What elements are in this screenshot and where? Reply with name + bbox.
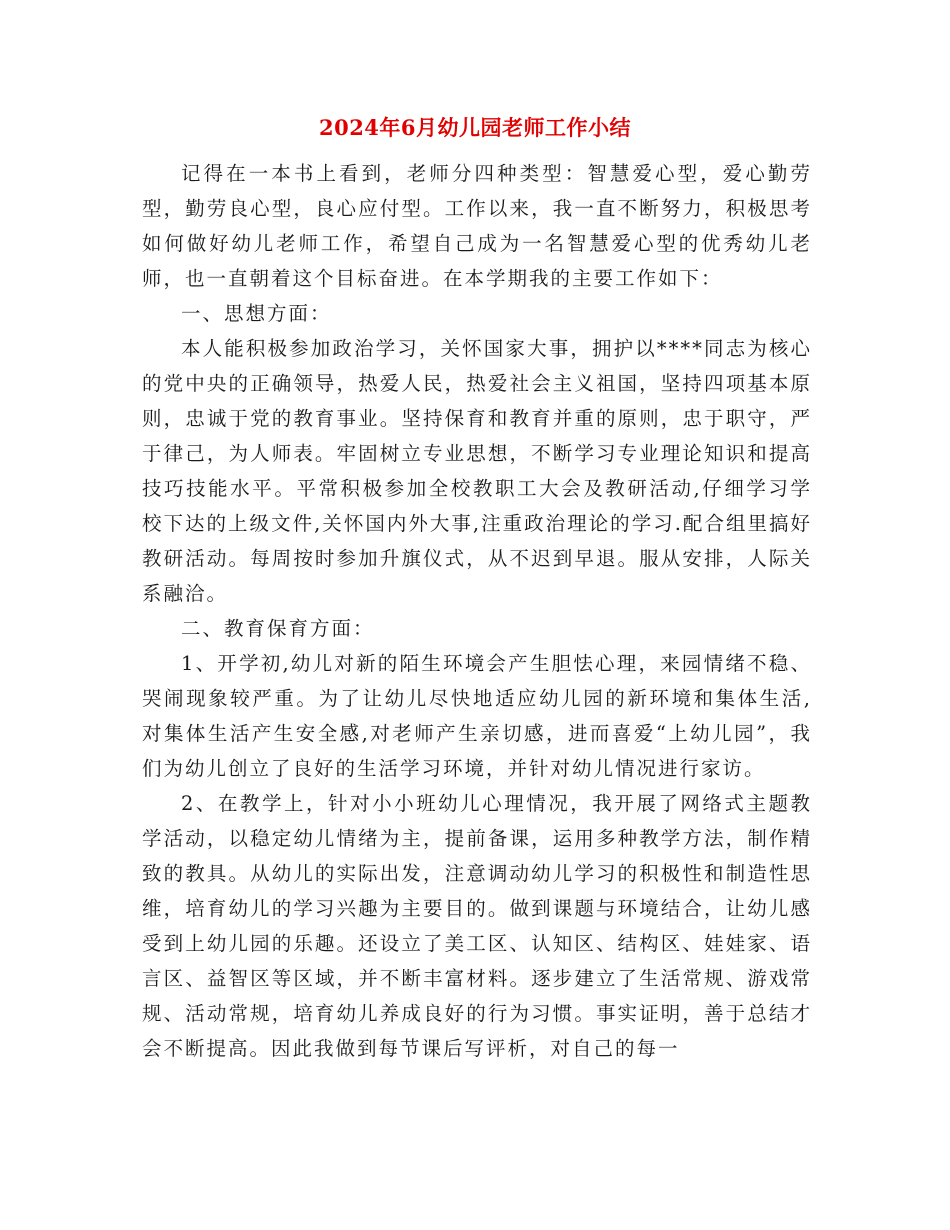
education-item-1: 1、开学初,幼儿对新的陌生环境会产生胆怯心理，来园情绪不稳、哭闹现象较严重。为了让幼儿尽快地适应幼儿园的新环境和集体生活,对集体生活产生安全感,对老师产生亲切感，进而喜爱“上幼儿园”，我们为幼儿创立了良好的生活学习环境，并针对幼儿情况进行家访。 <box>142 652 812 780</box>
document-title: 2024年6月幼儿园老师工作小结 <box>318 115 632 140</box>
section-heading-thought: 一、思想方面： <box>181 302 332 325</box>
document-body <box>142 156 812 1066</box>
education-item-2: 2、在教学上，针对小小班幼儿心理情况，我开展了网络式主题教学活动，以稳定幼儿情绪为主，提前备课，运用多种教学方法，制作精致的教具。从幼儿的实际出发，注意调动幼儿学习的积极性和制造性思维，培育幼儿的学习兴趣为主要目的。做到课题与环境结合，让幼儿感受到上幼儿园的乐趣。还设立了美工区、认知区、结构区、娃娃家、语言区、益智区等区域，并不断丰富材料。逐步建立了生活常规、游戏常规、活动常规，培育幼儿养成良好的行为习惯。事实证明，善于总结才会不断提高。因此我做到每节课后写评析，对自己的每一 <box>142 792 812 1060</box>
intro-paragraph: 记得在一本书上看到，老师分四种类型：智慧爱心型，爱心勤劳型，勤劳良心型，良心应付型。工作以来，我一直不断努力，积极思考如何做好幼儿老师工作，希望自己成为一名智慧爱心型的优秀幼儿老师，也一直朝着这个目标奋进。在本学期我的主要工作如下： <box>142 162 812 290</box>
thought-paragraph: 本人能积极参加政治学习，关怀国家大事，拥护以****同志为核心的党中央的正确领导，热爱人民，热爱社会主义祖国，坚持四项基本原则，忠诚于党的教育事业。坚持保育和教育并重的原则，忠于职守，严于律己，为人师表。牢固树立专业思想，不断学习专业理论知识和提高技巧技能水平。平常积极参加全校教职工大会及教研活动,仔细学习学校下达的上级文件,关怀国内外大事,注重政治理论的学习.配合组里搞好教研活动。每周按时参加升旗仪式，从不迟到早退。服从安排，人际关系融洽。 <box>142 337 812 605</box>
section-heading-education: 二、教育保育方面： <box>181 617 375 640</box>
